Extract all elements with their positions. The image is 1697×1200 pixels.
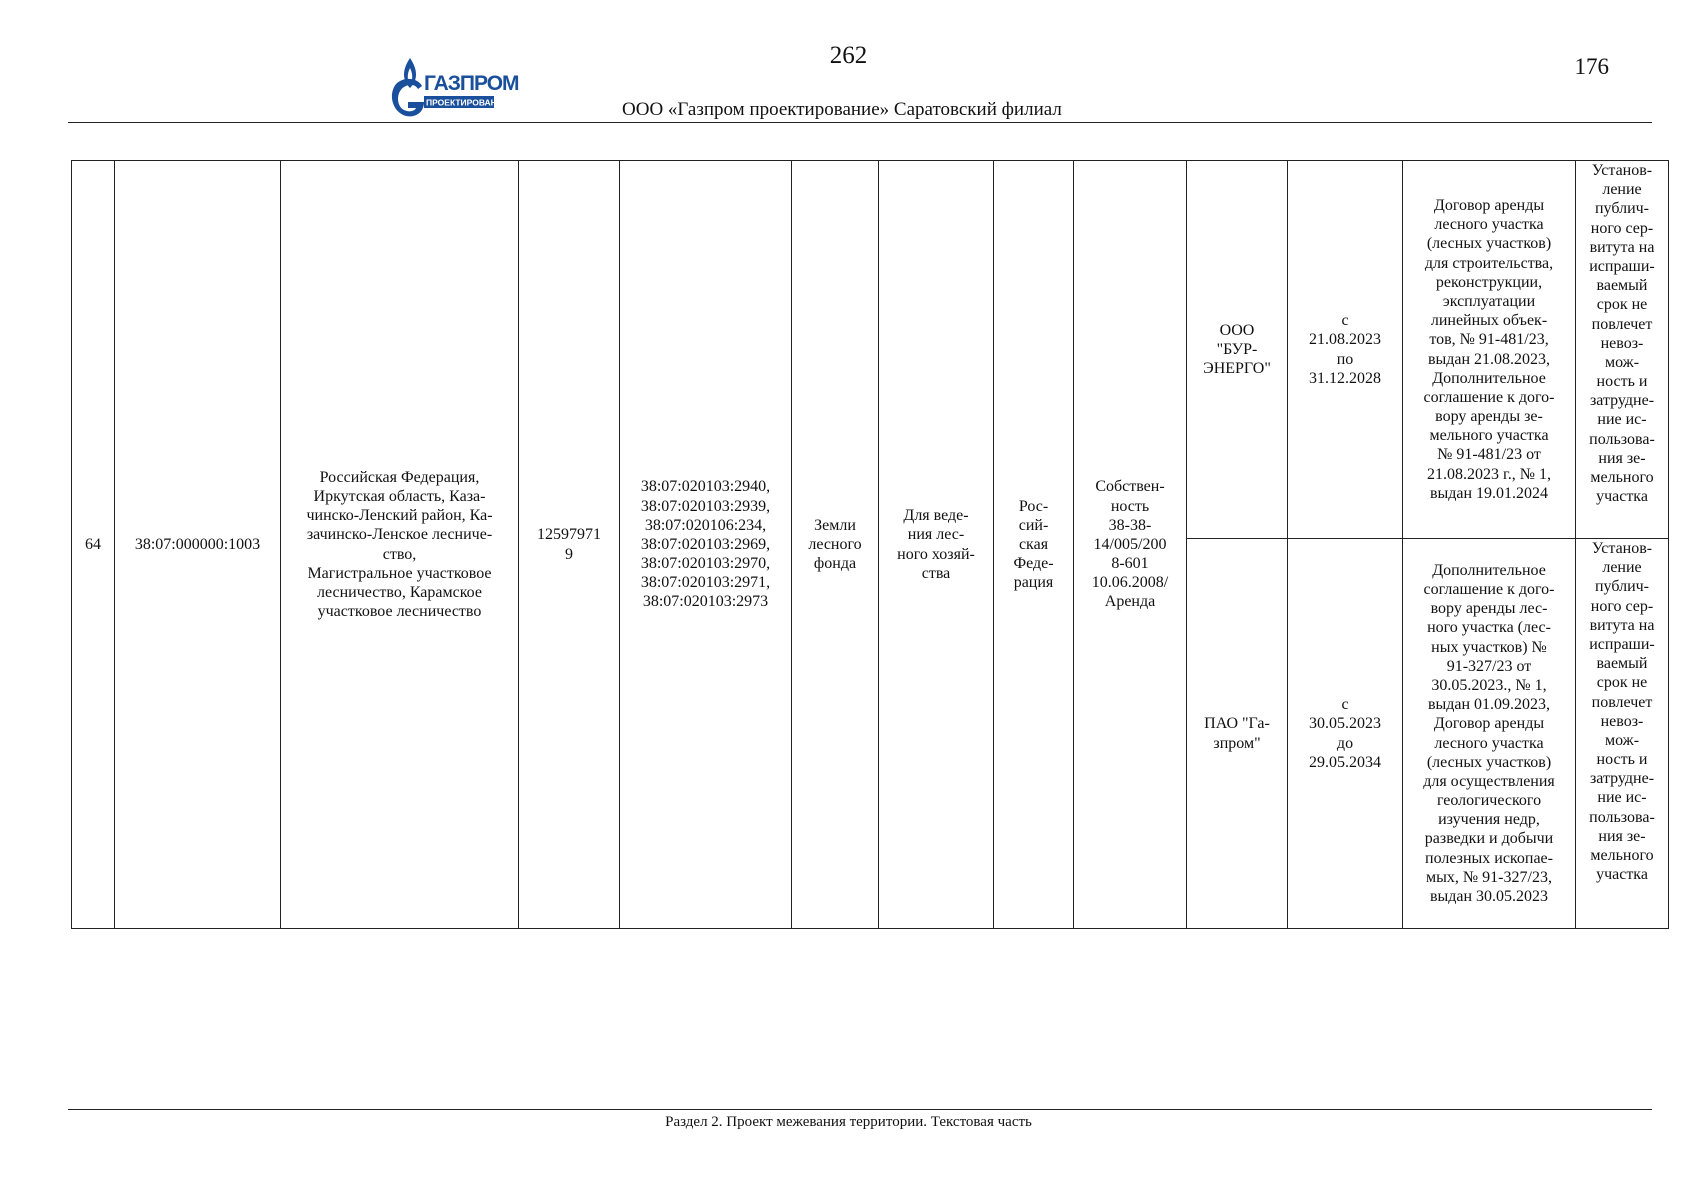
area-cell: 12597971 9 xyxy=(519,161,620,929)
footer-section-title: Раздел 2. Проект межевания территории. Текстовая часть xyxy=(665,1114,1032,1130)
row-number-cell: 64 xyxy=(72,161,115,929)
logo-sub-text: ПРОЕКТИРОВАНИЕ xyxy=(426,97,509,108)
gazprom-logo xyxy=(384,56,519,122)
address-cell: Российская Федерация, Иркутская область, Каза- чинско-Ленский район, Ка- зачинско-Ленское лесниче- ство, Магистральное участковое лесничество, Карамское участковое лесничество xyxy=(281,161,519,929)
cadastral-number-cell: 38:07:000000:1003 xyxy=(115,161,281,929)
footer-divider xyxy=(68,1109,1652,1110)
encumbrance-basis-cell: Договор аренды лесного участка (лесных участков) для строительства, реконструкции, эксплуатации линейных объек- тов, № 91-481/23, выдан 21.08.2023, Дополнительное соглашение к дого- вору аренды зе- мельного участка № 91-481/23 от 21.08.2023 г., № 1, выдан 19.01.2024 xyxy=(1403,161,1576,539)
page-number-center: 262 xyxy=(829,42,868,69)
sub-parcels-cell: 38:07:020103:2940, 38:07:020103:2939, 38:07:020106:234, 38:07:020103:2969, 38:07:020103:2970, 38:07:020103:2971, 38:07:020103:2973 xyxy=(620,161,792,929)
encumbrance-holder-cell: ПАО "Га- зпром" xyxy=(1187,539,1288,929)
owner-cell: Рос- сий- ская Феде- рация xyxy=(994,161,1074,929)
page-number-right: 176 xyxy=(1574,54,1609,79)
encumbrance-period-cell: с 21.08.2023 по 31.12.2028 xyxy=(1288,161,1403,539)
table-row xyxy=(72,161,1669,539)
rights-cell: Собствен- ность 38-38- 14/005/200 8-601 10.06.2008/ Аренда xyxy=(1074,161,1187,929)
permitted-use-cell: Для веде- ния лес- ного хозяй- ства xyxy=(879,161,994,929)
encumbrance-holder-cell: ООО "БУР- ЭНЕРГО" xyxy=(1187,161,1288,539)
encumbrance-justification-cell: Установ- ление публич- ного сер- витута на испраши- ваемый срок не повлечет невоз- мож- ность и затрудне- ние ис- пользова- ния зе- мельного участка xyxy=(1576,161,1669,539)
land-category-cell: Земли лесного фонда xyxy=(792,161,879,929)
logo-main-text: ГАЗПРОМ xyxy=(424,72,519,95)
organization-name: ООО «Газпром проектирование» Саратовский филиал xyxy=(622,99,1062,120)
parcel-table xyxy=(71,160,1669,929)
encumbrance-period-cell: с 30.05.2023 до 29.05.2034 xyxy=(1288,539,1403,929)
encumbrance-justification-cell: Установ- ление публич- ного сер- витута на испраши- ваемый срок не повлечет невоз- мож- ность и затрудне- ние ис- пользова- ния зе- мельного участка xyxy=(1576,539,1669,929)
header-divider xyxy=(68,122,1652,123)
gazprom-logo-icon xyxy=(384,56,519,122)
encumbrance-basis-cell: Дополнительное соглашение к дого- вору аренды лес- ного участка (лес- ных участков) № 91-327/23 от 30.05.2023., № 1, выдан 01.09.2023, Договор аренды лесного участка (лесных участков) для осуществления геологического изучения недр, разведки и добычи полезных ископае- мых, № 91-327/23, выдан 30.05.2023 xyxy=(1403,539,1576,929)
